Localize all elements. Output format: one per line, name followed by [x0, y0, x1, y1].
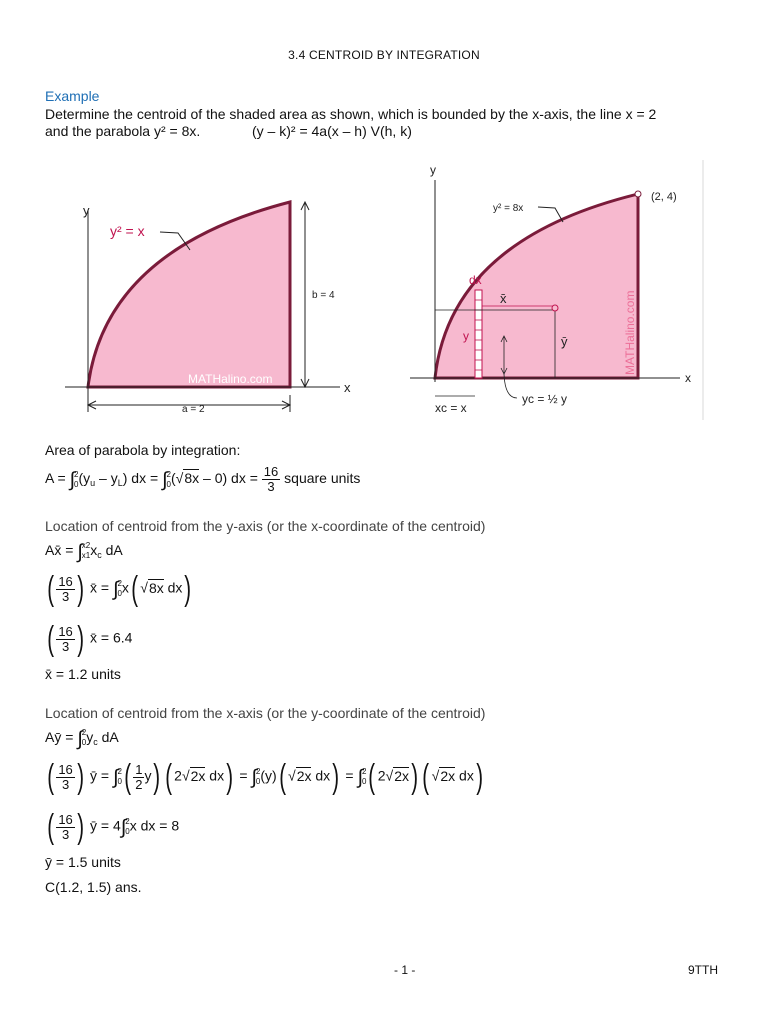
- footer-code: 9TTH: [688, 963, 718, 977]
- y-axis-label-left: y: [83, 203, 90, 218]
- area-lhs: A =: [45, 470, 70, 487]
- watermark-right: MATHalino.com: [623, 290, 637, 375]
- ybar-line-2: ( $\frac{16}{3}$ ) ȳ = ∫ 2 0 ( $\frac{1}{2}$ y) ( 2√2x dx) = ∫ 2 0 (y)( √2x dx) = ∫ 2 0 ( 2√2x) ( √2x dx): [47, 758, 483, 796]
- b-label: b = 4: [312, 290, 335, 301]
- ybar-line-1: Aȳ = ∫ 2 0 $y_c$ dA: [45, 728, 119, 750]
- a-label: a = 2: [182, 404, 205, 415]
- y-label: y: [463, 329, 469, 343]
- xc-label: xc = x: [435, 401, 467, 415]
- ybar-heading: Location of centroid from the x-axis (or the y-coordinate of the centroid): [45, 705, 486, 721]
- limits: 2 0: [166, 469, 171, 489]
- curve-label-left: y² = x: [110, 223, 145, 239]
- area-heading: Area of parabola by integration:: [45, 442, 241, 458]
- example-heading: Example: [45, 88, 100, 104]
- integral-sign: ∫: [69, 469, 76, 492]
- area-term: (y: [78, 470, 91, 487]
- centroid-marker: [552, 305, 558, 311]
- xbar-line-2: ( $\frac{16}{3}$ ) x̄ = ∫ 2 0 x( √8x dx): [47, 570, 192, 608]
- point-2-4-marker: [635, 191, 641, 197]
- y-axis-label-right: y: [430, 163, 436, 177]
- problem-line-2: and the parabola y² = 8x.: [45, 123, 201, 139]
- ybar-label: ȳ: [561, 334, 568, 349]
- shaded-area-right: [435, 194, 638, 378]
- ybar-line-3: ( $\frac{16}{3}$ ) ȳ = 4∫ 2 0 x dx = 8: [47, 808, 180, 846]
- watermark-left: MATHalino.com: [188, 372, 273, 386]
- xbar-label: x̄: [500, 291, 507, 306]
- xbar-line-3: ( $\frac{16}{3}$ ) x̄ = 6.4: [47, 620, 133, 658]
- area-equation: A = ∫ 2 0 $(y_u - y_L)$ dx = ∫ 2 0 (√8x – 0) dx = $\frac{16}{3}$ square units: [45, 464, 361, 494]
- dx-strip: [475, 290, 482, 378]
- document-title: 3.4 CENTROID BY INTEGRATION: [288, 48, 480, 62]
- integral-sign: ∫: [162, 469, 168, 492]
- dx-label: dx: [469, 273, 482, 287]
- problem-line-1: Determine the centroid of the shaded area as shown, which is bounded by the x-axis, the line x = 2: [45, 106, 657, 122]
- x-axis-label-right: x: [685, 371, 691, 385]
- area-fraction: $\frac{16}{3}$: [263, 464, 279, 494]
- centroid-answer: C(1.2, 1.5) ans.: [45, 879, 142, 895]
- figure-left: [60, 190, 370, 420]
- xbar-line-1: Ax̄ = ∫ x2 x1 $x_c$ dA: [45, 541, 123, 563]
- yc-label: yc = ½ y: [522, 392, 568, 406]
- figure-right: [405, 160, 705, 420]
- xbar-heading: Location of centroid from the y-axis (or the x-coordinate of the centroid): [45, 518, 486, 534]
- problem-formula: (y – k)² = 4a(x – h) V(h, k): [252, 123, 412, 139]
- page-number: - 1 -: [394, 963, 416, 977]
- x-axis-label-left: x: [344, 380, 351, 395]
- limits: 2 0: [74, 469, 79, 489]
- area-units: square units: [280, 470, 361, 487]
- ybar-result: ȳ = 1.5 units: [45, 854, 121, 870]
- point-label: (2, 4): [651, 191, 677, 203]
- xbar-result: x̄ = 1.2 units: [45, 666, 121, 682]
- curve-label-right: y² = 8x: [493, 203, 524, 214]
